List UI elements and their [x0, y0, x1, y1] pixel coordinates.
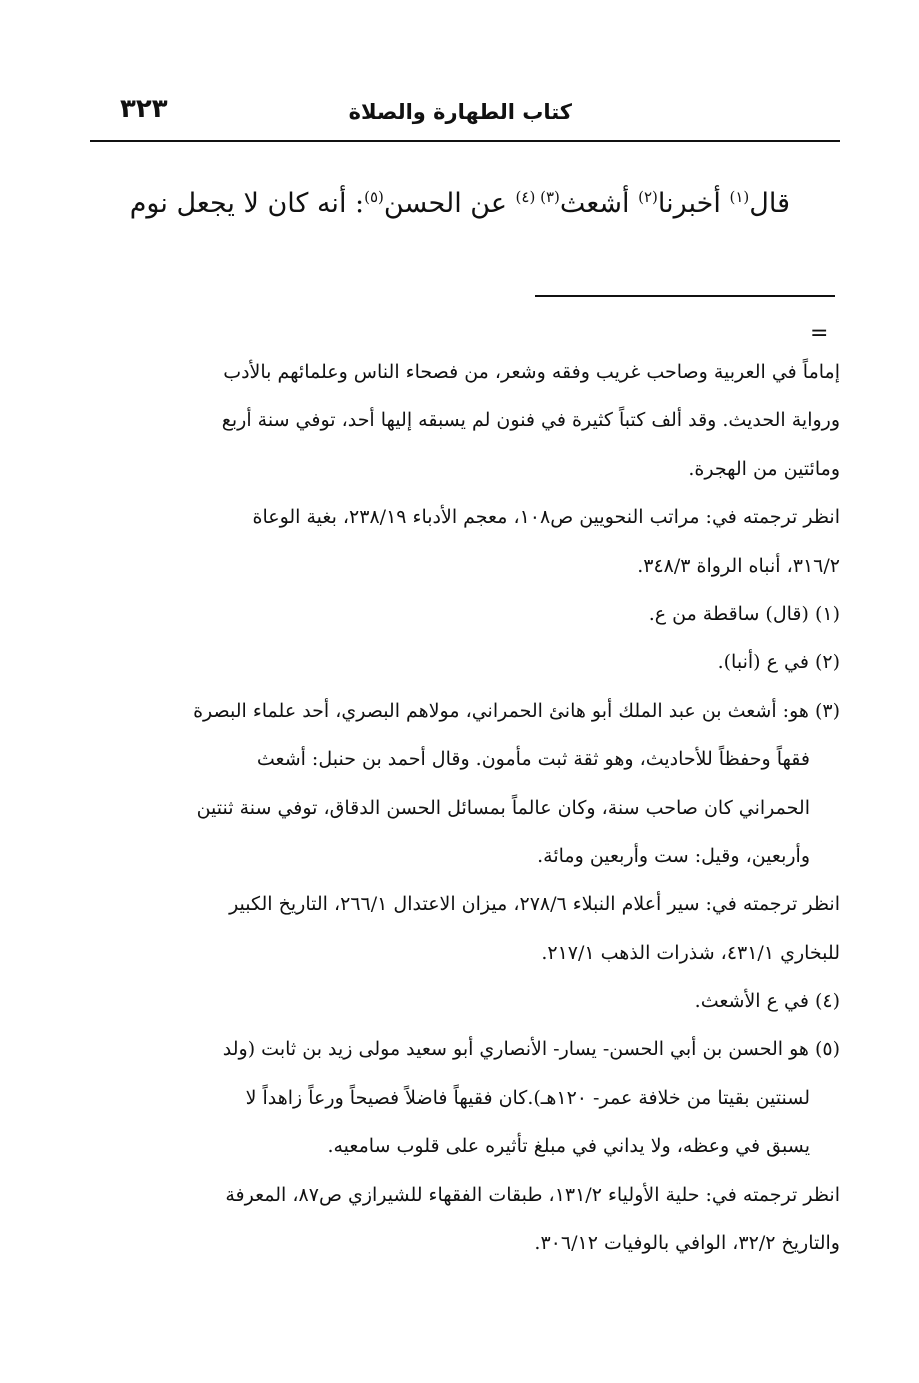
footnote-ref: (١) — [729, 188, 750, 206]
footnote-line: (٣) هو: أشعث بن عبد الملك أبو هانئ الحمراني، مولاهم البصري، أحد علماء البصرة — [193, 699, 840, 722]
main-text — [100, 182, 790, 226]
book-title: كتاب الطهارة والصلاة — [348, 100, 572, 124]
footnote-line: إماماً في العربية وصاحب غريب وفقه وشعر، من فصحاء الناس وعلمائهم بالأدب — [223, 361, 840, 383]
main-text-segment: أخبرنا — [657, 188, 730, 219]
footnote-line: فقهاً وحفظاً للأحاديث، وهو ثقة ثبت مأمون. وقال أحمد بن حنبل: أشعث — [256, 748, 810, 771]
main-text-segment: أشعث — [559, 188, 639, 219]
footnote-ref: (٥) — [364, 188, 384, 206]
footnote-line: الحمراني كان صاحب سنة، وكان عالماً بمسائل الحسن الدقاق، توفي سنة ثنتين — [196, 796, 810, 819]
footnote-ref: (٣) — [540, 188, 560, 206]
footnote-line: (٤) في ع الأشعث. — [694, 990, 840, 1013]
page-header — [90, 92, 840, 144]
header-rule — [90, 140, 840, 142]
footnote-line: ورواية الحديث. وقد ألف كتباً كثيرة في فنون لم يسبقه إليها أحد، توفي سنة أربع — [221, 409, 840, 432]
footnote-line: (٥) هو الحسن بن أبي الحسن- يسار- الأنصاري أبو سعيد مولى زيد بن ثابت (ولد — [222, 1038, 840, 1061]
footnote-line: انظر ترجمته في: حلية الأولياء ١٣١/٢، طبقات الفقهاء للشيرازي ص٨٧، المعرفة — [225, 1183, 840, 1206]
footnotes — [100, 352, 840, 1271]
footnote-line: انظر ترجمته في: مراتب النحويين ص١٠٨، معجم الأدباء ٢٣٨/١٩، بغية الوعاة — [252, 506, 840, 529]
footnote-line: ومائتين من الهجرة. — [688, 457, 840, 480]
footnote-line: ٣١٦/٢، أنباه الرواة ٣٤٨/٣. — [637, 554, 840, 577]
page-number: ٣٢٣ — [120, 94, 168, 124]
footnote-line: انظر ترجمته في: سير أعلام النبلاء ٢٧٨/٦، ميزان الاعتدال ٢٦٦/١، التاريخ الكبير — [229, 893, 840, 916]
continuation-mark: = — [810, 321, 829, 346]
footnote-ref: (٤) — [515, 188, 541, 206]
footnote-line: وأربعين، وقيل: ست وأربعين ومائة. — [537, 844, 810, 867]
main-text-segment: قال — [749, 188, 790, 219]
footnote-line: (٢) في ع (أنبا). — [717, 651, 840, 674]
main-text-segment: : أنه كان لا يجعل نوم — [129, 188, 365, 219]
footnote-line: يسبق في وعظه، ولا يداني في مبلغ تأثيره على قلوب سامعيه. — [327, 1135, 810, 1158]
main-text-segment: عن الحسن — [383, 188, 516, 219]
footnote-ref: (٢) — [638, 188, 658, 206]
footnote-line: والتاريخ ٣٢/٢، الوافي بالوفيات ٣٠٦/١٢. — [534, 1232, 840, 1255]
footnote-line: (١) (قال) ساقطة من ع. — [648, 602, 840, 625]
footnote-line: لسنتين بقيتا من خلافة عمر- ١٢٠هـ).كان فقيهاً فاضلاً فصيحاً ورعاً زاهداً لا — [245, 1086, 810, 1109]
footnote-line: للبخاري ٤٣١/١، شذرات الذهب ٢١٧/١. — [541, 941, 840, 964]
footnote-separator — [535, 295, 835, 297]
